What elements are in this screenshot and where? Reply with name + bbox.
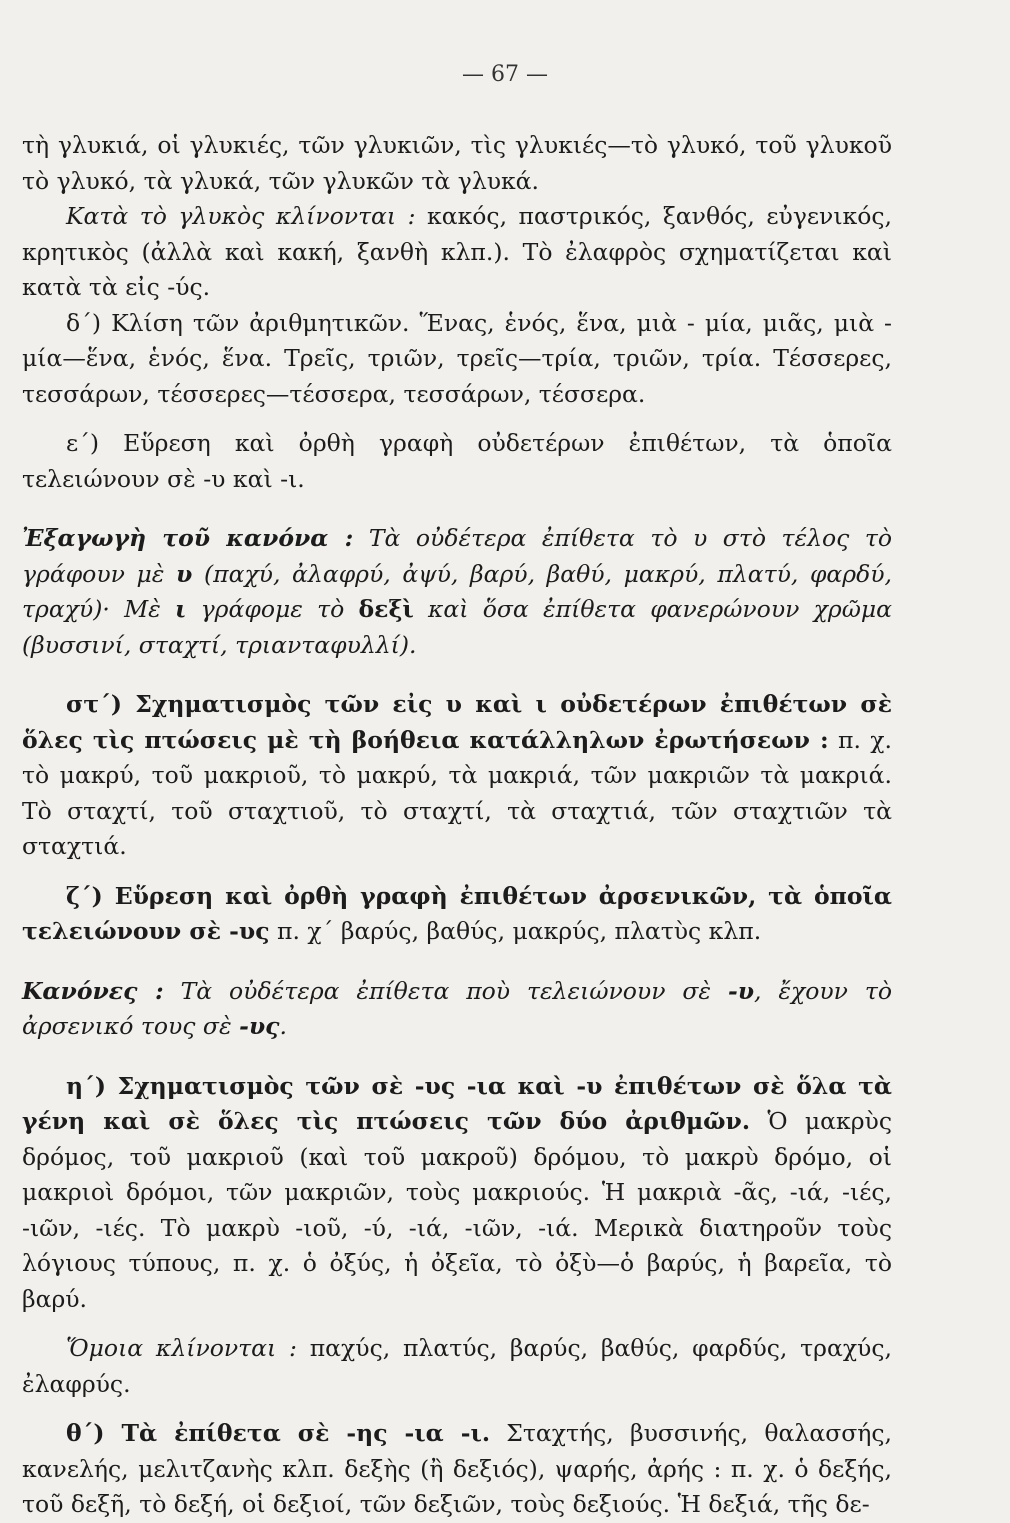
lead-text: Κατὰ τὸ γλυκὸς κλίνονται : [66, 202, 416, 230]
section-text: Ὁ μακρὺς δρόμος, τοῦ μακριοῦ (καὶ τοῦ μακροῦ) δρόμου, τὸ μακρὺ δρόμο, οἱ μακριοὶ δρόμοι, τῶν μακριῶν, τοὺς μακριούς. Ἡ μακριὰ -ᾶς, -ιά, -ιές, -ιῶν, -ιές. Τὸ μακρὺ -ιοῦ, -ύ, -ιά, -ιῶν, -ιά. Μερικὰ διατηροῦν τοὺς λόγιους τύπους, π. χ. ὁ ὀξύς, ἡ ὀξεῖα, τὸ ὀξὺ—ὁ βαρύς, ἡ βαρεῖα, τὸ βαρύ. [22, 1107, 892, 1313]
section-formation-all-genders [22, 1069, 892, 1318]
paragraph-glykos-declension: τὴ γλυκιά, οἱ γλυκιές, τῶν γλυκιῶν, τὶς γλυκιές—τὸ γλυκό, τοῦ γλυκοῦ τὸ γλυκό, τὰ γλυκά, τῶν γλυκῶν τὰ γλυκά. [22, 131, 892, 195]
rules-heading: Κανόνες : [22, 976, 164, 1005]
section-text: Σταχτής, βυσσινής, θαλασσής, κανελής, μελιτζανὴς κλπ. δεξὴς (ἢ δεξιός), ψαρής, ἀρής : π. χ. ὁ δεξής, τοῦ δεξῆ, τὸ δεξή, οἱ δεξιοί, τῶν δεξιῶν, τοὺς δεξιούς. Ἡ δεξιά, τῆς δε- [22, 1419, 892, 1518]
paragraph-text: παχύς, πλατύς, βαρύς, βαθύς, φαρδύς, τραχύς, ἐλαφρύς. [22, 1334, 892, 1398]
section-heading: η΄) Σχηματισμὸς τῶν σὲ -υς -ια καὶ -υ ἐπιθέτων σὲ ὅλα τὰ γένη καὶ σὲ ὅλες τὶς πτώσεις τῶν δύο ἀριθμῶν. [22, 1071, 892, 1135]
page-number: — 67 — [462, 62, 548, 87]
page-body [22, 128, 892, 1523]
rule-derivation: Ἐξαγωγὴ τοῦ κανόνα : Τὰ οὐδέτερα ἐπίθετα τὸ υ στὸ τέλος τὸ γράφουν μὲ υ (παχύ, ἀλαφρύ, ἀψύ, βαρύ, βαθύ, μακρύ, πλατύ, φαρδύ, τραχύ)· Μὲ ι γράφομε τὸ δεξὶ καὶ ὅσα ἐπίθετα φανερώνουν χρῶμα (βυσσινί, σταχτί, τριανταφυλλί). [22, 524, 892, 659]
section-numerals [22, 306, 892, 413]
paragraph-similar-declension [22, 199, 892, 306]
section-text: Ἕνας, ἑνός, ἕνα, μιὰ - μία, μιᾶς, μιὰ - μία—ἕνα, ἑνός, ἕνα. Τρεῖς, τριῶν, τρεῖς—τρία, τριῶν, τρία. Τέσσερες, τεσσάρων, τέσσερες—τέσσερα, τεσσάρων, τέσσερα. [22, 308, 893, 408]
section-heading: θ΄) Τὰ ἐπίθετα σὲ -ης -ια -ι. [66, 1419, 490, 1447]
section-heading: ζ΄) Εὕρεση καὶ ὀρθὴ γραφὴ ἐπιθέτων ἀρσενικῶν, τὰ ὁποῖα τελειώνουν σὲ -υς [22, 881, 892, 945]
section-heading: δ΄) Κλίση τῶν ἀριθμητικῶν. [66, 308, 410, 337]
rules-paragraph: Κανόνες : Τὰ οὐδέτερα ἐπίθετα ποὺ τελειώνουν σὲ -υ, ἔχουν τὸ ἀρσενικό τους σὲ -υς. [22, 976, 892, 1040]
section-formation-neuter [22, 687, 892, 865]
section-masculine-adjectives [22, 879, 892, 950]
rule-heading: Ἐξαγωγὴ τοῦ κανόνα : [22, 524, 354, 552]
section-text: π. χ΄ βαρύς, βαθύς, μακρύς, πλατὺς κλπ. [269, 917, 762, 945]
section-adjectives-es [22, 1416, 892, 1523]
section-heading: στ΄) Σχηματισμὸς τῶν εἰς υ καὶ ι οὐδετέρων ἐπιθέτων σὲ ὅλες τὶς πτώσεις μὲ τὴ βοήθεια κατάλληλων ἐρωτήσεων : [22, 690, 892, 754]
section-text: π. χ. τὸ μακρύ, τοῦ μακριοῦ, τὸ μακρύ, τὰ μακριά, τῶν μακριῶν τὰ μακριά. Τὸ σταχτί, τοῦ σταχτιοῦ, τὸ σταχτί, τὰ σταχτιά, τῶν σταχτιῶν τὰ σταχτιά. [22, 725, 892, 860]
lead-text: Ὅμοια κλίνονται : [66, 1334, 297, 1362]
paragraph-similar-declension-2 [22, 1331, 892, 1402]
section-neuter-adjectives: ε΄) Εὕρεση καὶ ὀρθὴ γραφὴ οὐδετέρων ἐπιθέτων, τὰ ὁποῖα τελειώνουν σὲ -υ καὶ -ι. [22, 429, 892, 493]
paragraph-text: κακός, παστρικός, ξανθός, εὐγενικός, κρητικὸς (ἀλλὰ καὶ κακή, ξανθὴ κλπ.). Τὸ ἐλαφρὸς σχηματίζεται καὶ κατὰ τὰ εἰς -ύς. [22, 202, 893, 301]
